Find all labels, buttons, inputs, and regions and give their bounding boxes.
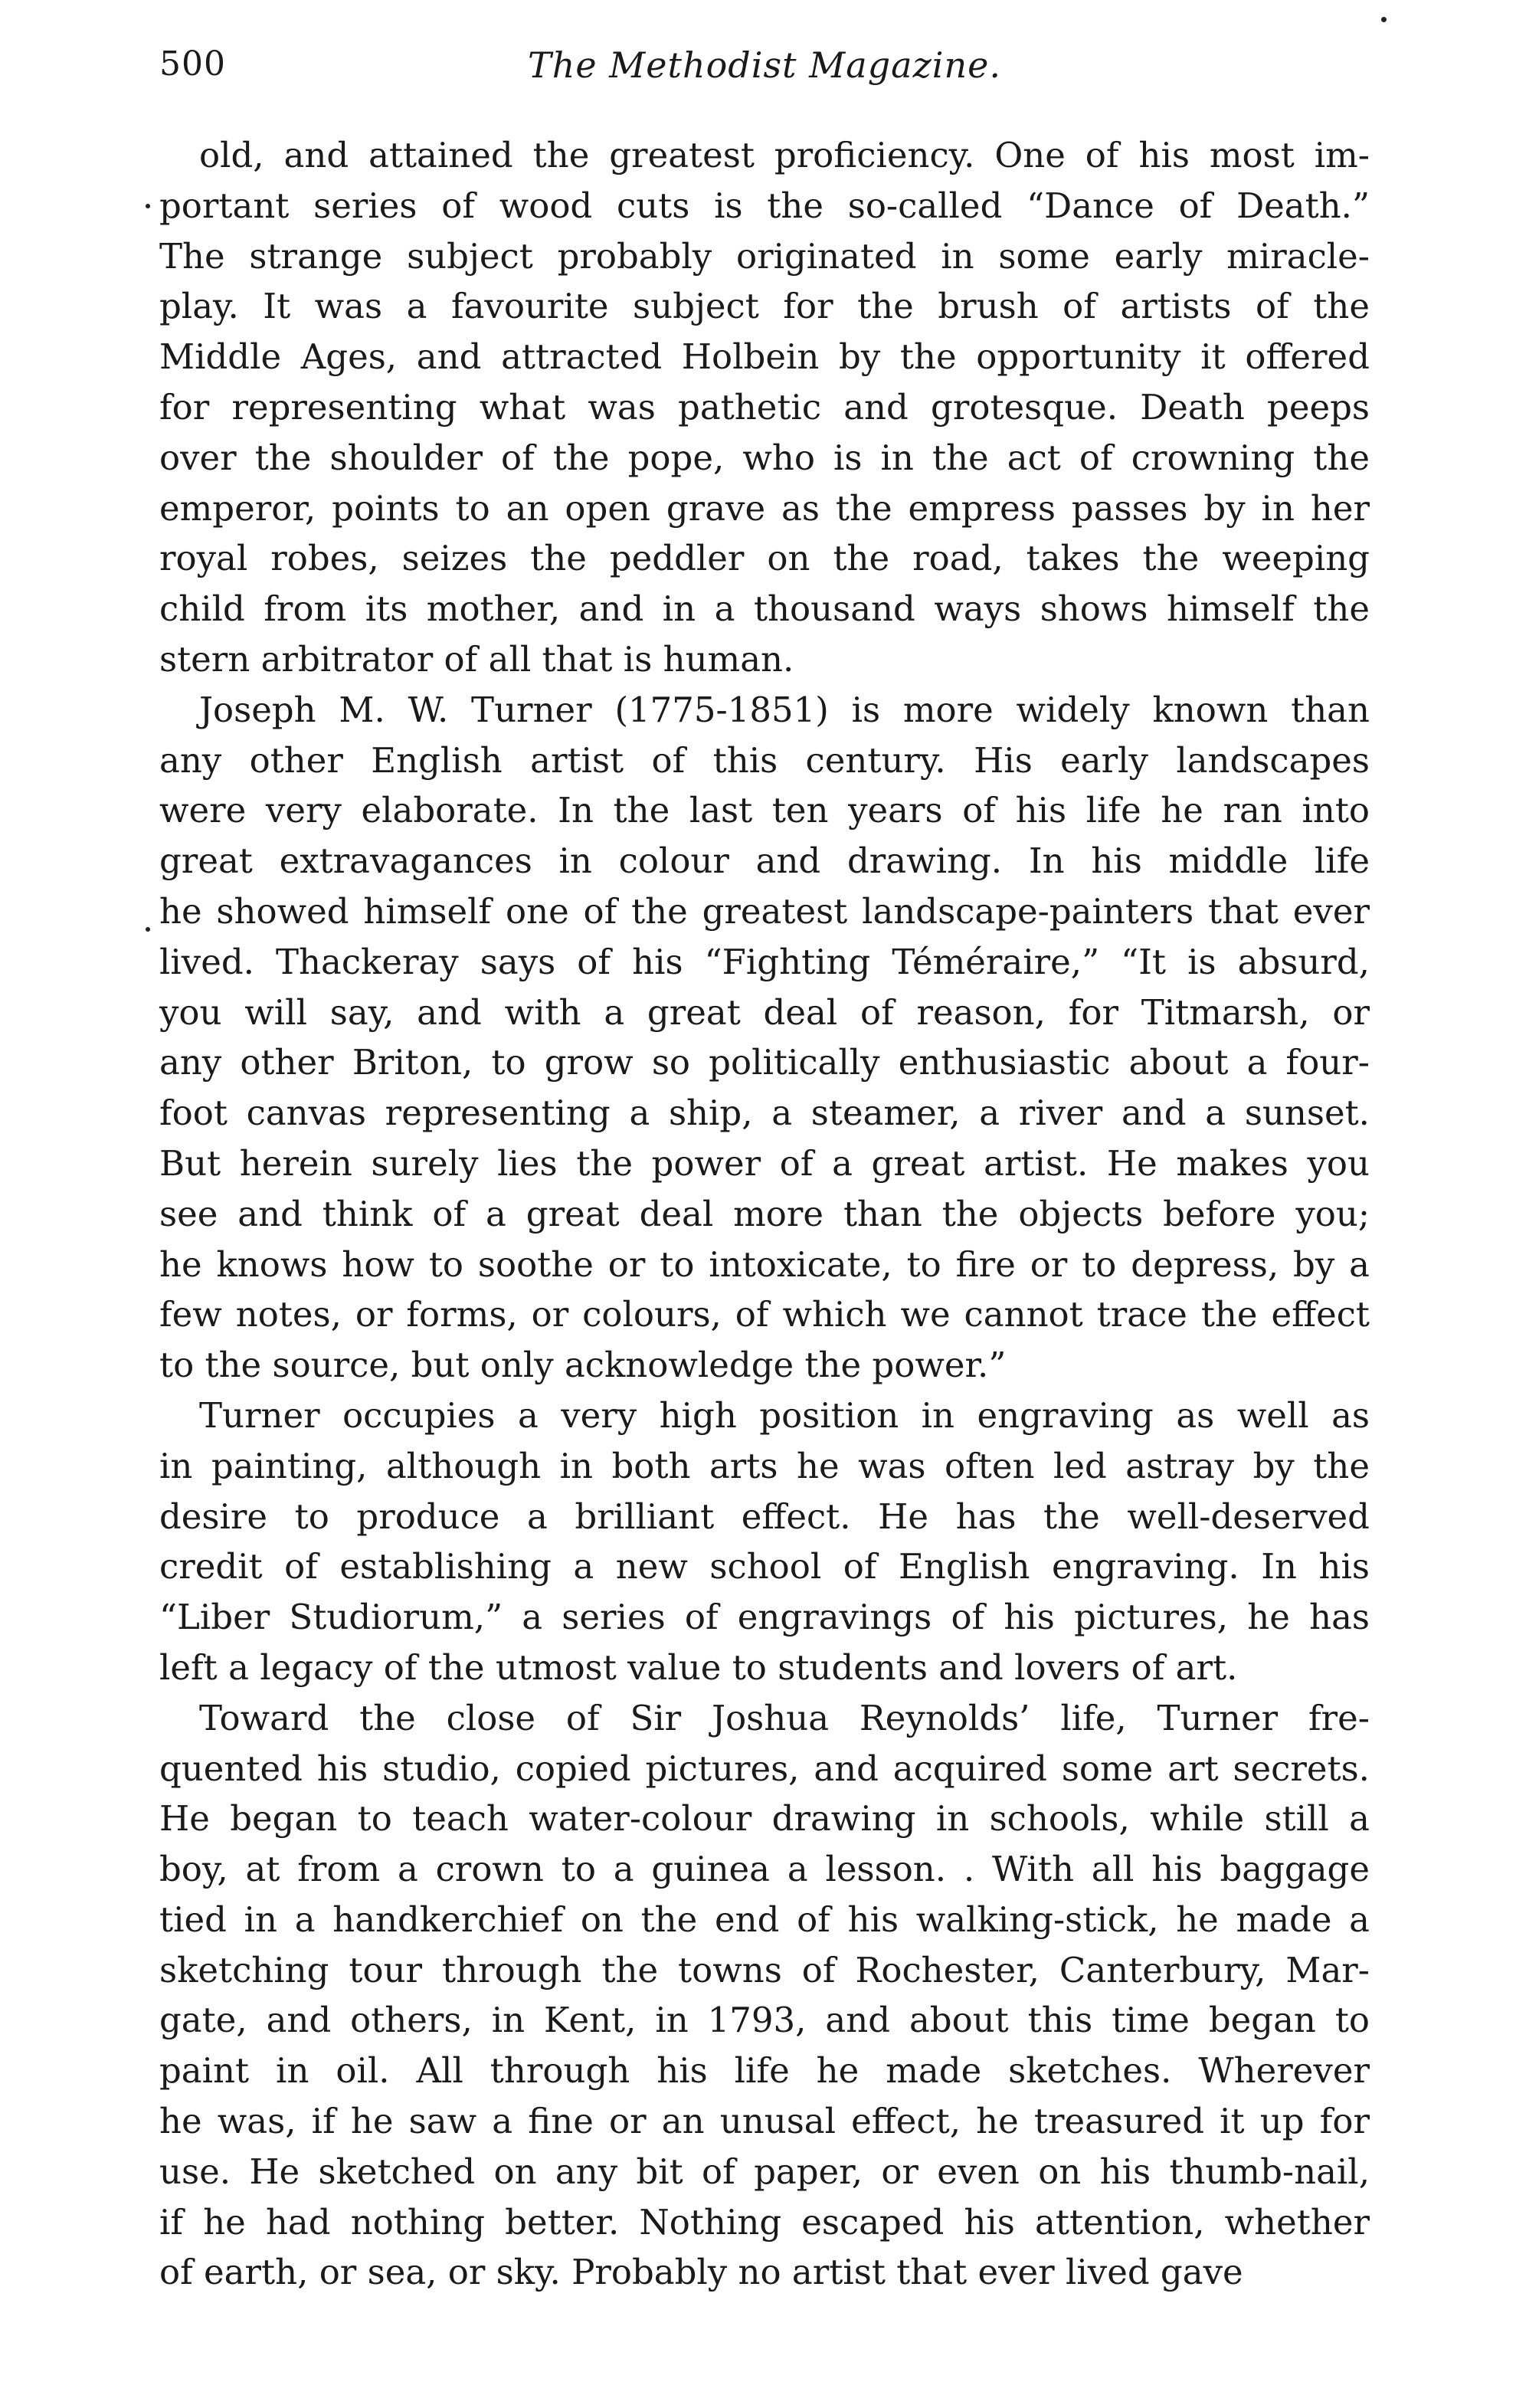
text-line: sketching tour through the towns of Rochester, Canterbury, Mar- (159, 1949, 1370, 1990)
text-line: desire to produce a brilliant effect. He has the well-deserved (159, 1496, 1370, 1537)
text-line: in painting, although in both arts he was often led astray by the (159, 1445, 1370, 1486)
text-line: But herein surely lies the power of a great artist. He makes you (159, 1142, 1370, 1184)
text-line: quented his studio, copied pictures, and acquired some art secrets. (159, 1748, 1370, 1789)
running-head (159, 44, 1370, 98)
paragraph (159, 130, 1370, 685)
text-line: if he had nothing better. Nothing escaped his attention, whether (159, 2201, 1370, 2243)
text-line: tied in a handkerchief on the end of his walking-stick, he made a (159, 1899, 1370, 1940)
text-line: child from its mother, and in a thousand ways shows himself the (159, 588, 1370, 630)
text-line: any other English artist of this century. His early landscapes (159, 739, 1370, 781)
text-line: you will say, and with a great deal of reason, for Titmarsh, or (159, 991, 1370, 1033)
text-line: any other Briton, to grow so politically enthusiastic about a four- (159, 1042, 1370, 1083)
text-line: portant series of wood cuts is the so-called “Dance of Death.” (159, 185, 1370, 226)
paragraph (159, 685, 1370, 1391)
text-line: emperor, points to an open grave as the empress passes by in her (159, 487, 1370, 529)
text-line: great extravagances in colour and drawing. In his middle life (159, 840, 1370, 882)
text-line: over the shoulder of the pope, who is in the act of crowning the (159, 437, 1370, 478)
text-line: Turner occupies a very high position in engraving as well as (199, 1394, 1370, 1436)
text-line: boy, at from a crown to a guinea a lesson. . With all his baggage (159, 1849, 1370, 1890)
text-line: for representing what was pathetic and grotesque. Death peeps (159, 386, 1370, 428)
text-line: Joseph M. W. Turner (1775-1851) is more widely known than (199, 689, 1370, 730)
text-line: play. It was a favourite subject for the brush of artists of the (159, 286, 1370, 327)
text-line: Toward the close of Sir Joshua Reynolds’ life, Turner fre- (199, 1697, 1370, 1738)
text-line: he knows how to soothe or to intoxicate, to fire or to depress, by a (159, 1243, 1370, 1285)
text-line: he was, if he saw a fine or an unusal effect, he treasured it up for (159, 2101, 1370, 2142)
text-line: old, and attained the greatest proficiency. One of his most im- (199, 135, 1370, 175)
journal-title: The Methodist Magazine. (528, 44, 1001, 86)
text-line: “Liber Studiorum,” a series of engravings of his pictures, he has (159, 1597, 1370, 1638)
page-number: 500 (159, 44, 226, 84)
text-line: use. He sketched on any bit of paper, or even on his thumb-nail, (159, 2151, 1370, 2192)
text-line: lived. Thackeray says of his “Fighting Téméraire,” “It is absurd, (159, 941, 1370, 982)
text-line: he showed himself one of the greatest landscape-painters that ever (159, 890, 1370, 932)
paragraph (159, 1391, 1370, 1693)
text-line: see and think of a great deal more than the objects before you; (159, 1193, 1370, 1234)
text-line: He began to teach water-colour drawing in schools, while still a (159, 1798, 1370, 1840)
text-line: royal robes, seizes the peddler on the road, takes the weeping (159, 538, 1370, 579)
paragraph (159, 1693, 1370, 2298)
article-body (159, 130, 1370, 2298)
text-line: The strange subject probably originated in some early miracle- (159, 235, 1370, 277)
text-line: few notes, or forms, or colours, of which we cannot trace the effect (159, 1294, 1370, 1335)
text-line: were very elaborate. In the last ten years of his life he ran into (159, 790, 1370, 831)
text-line: to the source, but only acknowledge the power.” (159, 1345, 1007, 1386)
text-line: gate, and others, in Kent, in 1793, and about this time began to (159, 2000, 1370, 2041)
text-line: credit of establishing a new school of English engraving. In his (159, 1546, 1370, 1587)
text-line: Middle Ages, and attracted Holbein by the opportunity it offered (159, 336, 1370, 378)
text-line: left a legacy of the utmost value to students and lovers of art. (159, 1646, 1238, 1688)
text-line: foot canvas representing a ship, a steamer, a river and a sunset. (159, 1093, 1370, 1134)
text-line: stern arbitrator of all that is human. (159, 638, 794, 680)
text-line: paint in oil. All through his life he made sketches. Wherever (159, 2050, 1370, 2092)
text-line: of earth, or sea, or sky. Probably no artist that ever lived gave (159, 2252, 1243, 2293)
